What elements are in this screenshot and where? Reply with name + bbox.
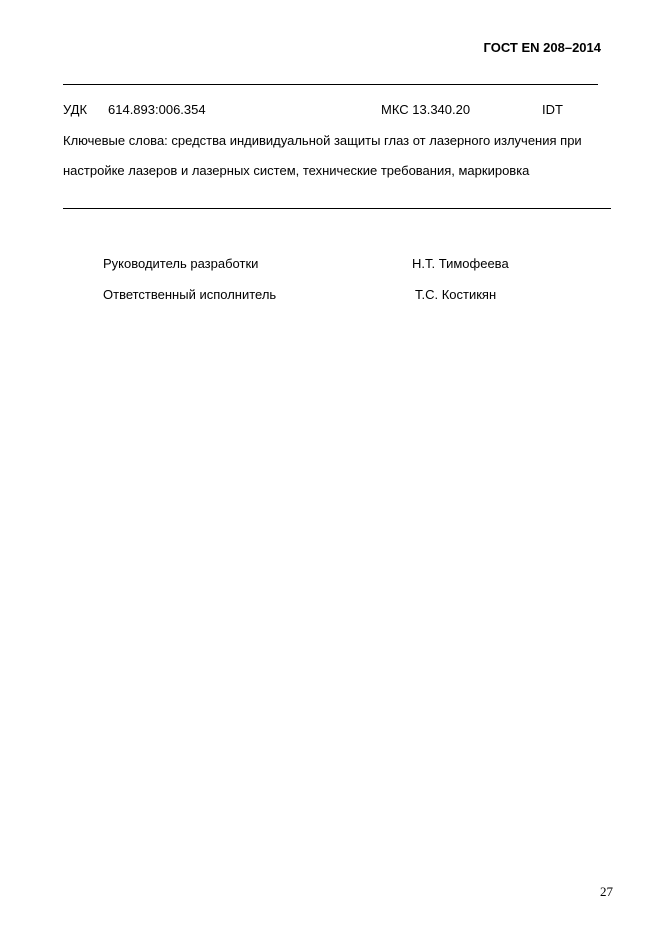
signature-role-executor: Ответственный исполнитель — [103, 287, 277, 302]
bottom-divider — [63, 208, 611, 209]
signature-role-head: Руководитель разработки — [103, 256, 259, 271]
signature-name-head: Н.Т. Тимофеева — [412, 256, 509, 271]
mks-code: МКС 13.340.20 — [381, 102, 471, 117]
idt-marker: IDT — [542, 102, 563, 117]
top-divider — [63, 84, 598, 85]
page-number: 27 — [600, 884, 613, 899]
keywords-line-2: настройке лазеров и лазерных систем, технические требования, маркировка — [63, 163, 530, 178]
standard-code-header: ГОСТ EN 208–2014 — [483, 40, 601, 55]
udk-label: УДК — [63, 102, 88, 117]
signature-name-executor: Т.С. Костикян — [415, 287, 497, 302]
udk-value: 614.893:006.354 — [108, 102, 206, 117]
keywords-line-1: Ключевые слова: средства индивидуальной защиты глаз от лазерного излучения при — [63, 133, 582, 148]
